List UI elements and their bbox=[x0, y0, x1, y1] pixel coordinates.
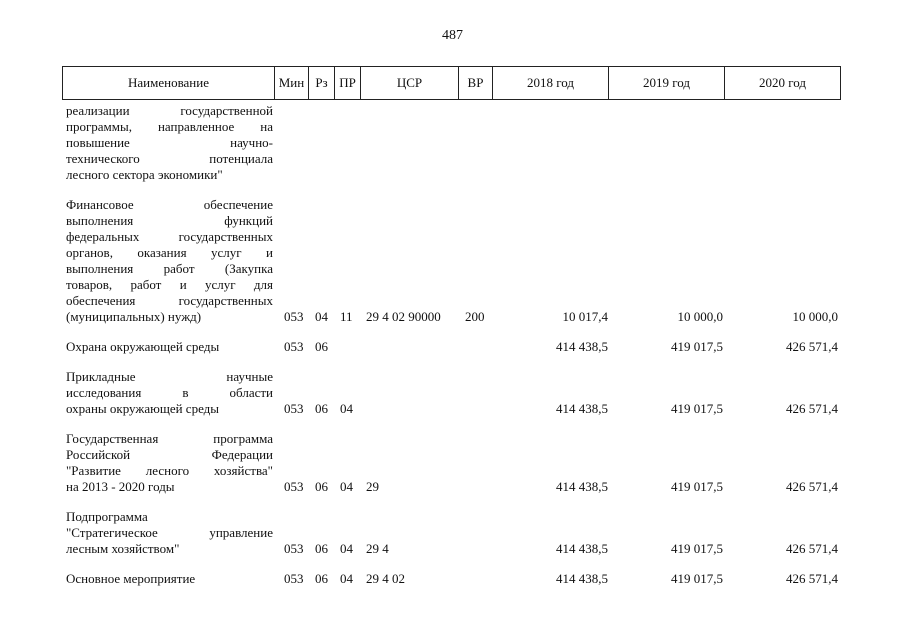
cell-min: 053 bbox=[284, 401, 304, 416]
cell-2018: 414 438,5 bbox=[556, 541, 608, 556]
row-name-line: органов, оказания услуг и bbox=[66, 245, 273, 260]
row-name-line: повышение научно- bbox=[66, 135, 273, 150]
cell-2019: 419 017,5 bbox=[671, 571, 723, 586]
cell-2019: 419 017,5 bbox=[671, 541, 723, 556]
header-pr: ПР bbox=[335, 67, 361, 100]
cell-csr: 29 4 bbox=[366, 541, 389, 556]
row-cells bbox=[62, 401, 841, 417]
row-name-line: реализации государственной bbox=[66, 103, 273, 118]
header-2019: 2019 год bbox=[609, 67, 725, 100]
header-csr: ЦСР bbox=[361, 67, 459, 100]
cell-2019: 419 017,5 bbox=[671, 401, 723, 416]
table-row bbox=[62, 197, 841, 325]
row-name-line: Российской Федерации bbox=[66, 447, 273, 462]
row-cells bbox=[62, 541, 841, 557]
cell-rz: 06 bbox=[315, 479, 328, 494]
table-row bbox=[62, 571, 841, 587]
cell-csr: 29 4 02 bbox=[366, 571, 405, 586]
row-cells bbox=[62, 309, 841, 325]
cell-csr: 29 bbox=[366, 479, 379, 494]
row-name-line: "Стратегическое управление bbox=[66, 525, 273, 540]
row-cells bbox=[62, 571, 841, 587]
row-name-line: федеральных государственных bbox=[66, 229, 273, 244]
row-name-line: исследования в области bbox=[66, 385, 273, 400]
row-name-line: Государственная программа bbox=[66, 431, 273, 446]
row-name-line: охраны окружающей среды bbox=[66, 401, 220, 416]
table-row bbox=[62, 369, 841, 417]
row-name-line: на 2013 - 2020 годы bbox=[66, 479, 175, 494]
table-header bbox=[62, 66, 841, 100]
row-name bbox=[62, 197, 273, 325]
header-rz: Рз bbox=[309, 67, 335, 100]
cell-rz: 06 bbox=[315, 401, 328, 416]
table-row bbox=[62, 431, 841, 495]
row-name-line: выполнения работ (Закупка bbox=[66, 261, 273, 276]
cell-rz: 04 bbox=[315, 309, 328, 324]
row-name-line: Охрана окружающей среды bbox=[66, 339, 220, 354]
cell-2018: 414 438,5 bbox=[556, 401, 608, 416]
row-name-line: (муниципальных) нужд) bbox=[66, 309, 202, 324]
row-name-line: лесным хозяйством" bbox=[66, 541, 180, 556]
row-cells bbox=[62, 167, 841, 183]
cell-vr: 200 bbox=[465, 309, 485, 324]
cell-2020: 426 571,4 bbox=[786, 571, 838, 586]
cell-csr: 29 4 02 90000 bbox=[366, 309, 441, 324]
cell-min: 053 bbox=[284, 309, 304, 324]
header-2020: 2020 год bbox=[725, 67, 841, 100]
row-name-line: "Развитие лесного хозяйства" bbox=[66, 463, 273, 478]
cell-2020: 10 000,0 bbox=[792, 309, 838, 324]
cell-rz: 06 bbox=[315, 571, 328, 586]
row-name-line: Основное мероприятие bbox=[66, 571, 196, 586]
row-cells bbox=[62, 339, 841, 355]
table-body bbox=[62, 103, 841, 601]
cell-2020: 426 571,4 bbox=[786, 541, 838, 556]
cell-2020: 426 571,4 bbox=[786, 479, 838, 494]
cell-min: 053 bbox=[284, 479, 304, 494]
row-name-line: Прикладные научные bbox=[66, 369, 273, 384]
cell-pr: 04 bbox=[340, 479, 353, 494]
header-name: Наименование bbox=[63, 67, 275, 100]
cell-rz: 06 bbox=[315, 339, 328, 354]
cell-2018: 414 438,5 bbox=[556, 571, 608, 586]
row-name-line: обеспечения государственных bbox=[66, 293, 273, 308]
cell-min: 053 bbox=[284, 339, 304, 354]
cell-min: 053 bbox=[284, 571, 304, 586]
header-min: Мин bbox=[275, 67, 309, 100]
cell-2020: 426 571,4 bbox=[786, 401, 838, 416]
cell-pr: 11 bbox=[340, 309, 353, 324]
table-row bbox=[62, 339, 841, 355]
row-name-line: Финансовое обеспечение bbox=[66, 197, 273, 212]
table-row bbox=[62, 103, 841, 183]
cell-2019: 10 000,0 bbox=[677, 309, 723, 324]
page-number: 487 bbox=[442, 28, 463, 43]
row-name-line: товаров, работ и услуг для bbox=[66, 277, 273, 292]
cell-2018: 10 017,4 bbox=[562, 309, 608, 324]
cell-2019: 419 017,5 bbox=[671, 479, 723, 494]
header-2018: 2018 год bbox=[493, 67, 609, 100]
cell-2018: 414 438,5 bbox=[556, 339, 608, 354]
cell-pr: 04 bbox=[340, 571, 353, 586]
row-name-line: выполнения функций bbox=[66, 213, 273, 228]
cell-pr: 04 bbox=[340, 401, 353, 416]
row-name-line: программы, направленное на bbox=[66, 119, 273, 134]
cell-pr: 04 bbox=[340, 541, 353, 556]
header-vr: ВР bbox=[459, 67, 493, 100]
row-cells bbox=[62, 479, 841, 495]
cell-2019: 419 017,5 bbox=[671, 339, 723, 354]
table-row bbox=[62, 509, 841, 557]
cell-min: 053 bbox=[284, 541, 304, 556]
row-name-line: технического потенциала bbox=[66, 151, 273, 166]
cell-2020: 426 571,4 bbox=[786, 339, 838, 354]
row-name-line: лесного сектора экономики" bbox=[66, 167, 223, 182]
cell-rz: 06 bbox=[315, 541, 328, 556]
row-name-line: Подпрограмма bbox=[66, 509, 148, 524]
cell-2018: 414 438,5 bbox=[556, 479, 608, 494]
